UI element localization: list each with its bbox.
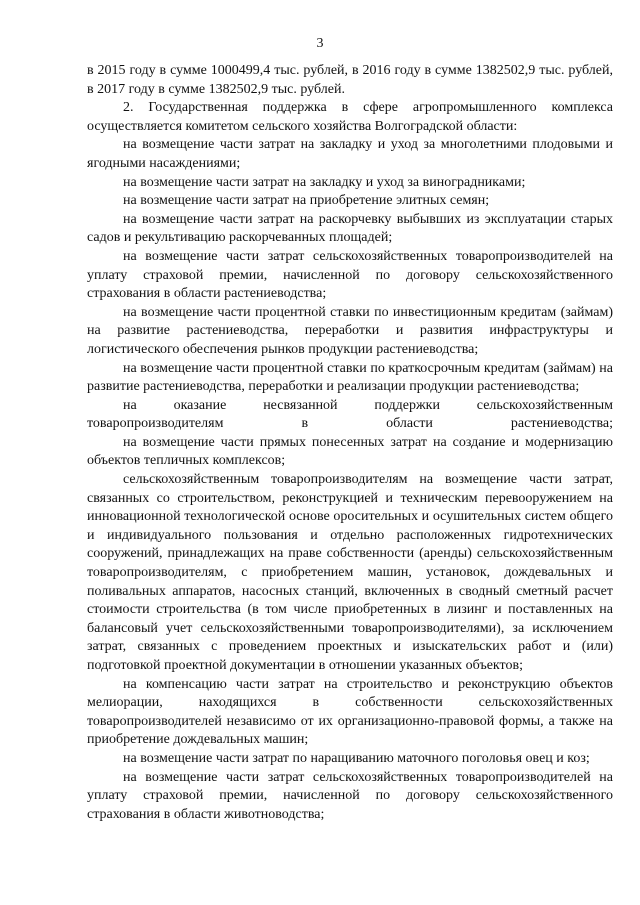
list-item-livestock-insurance: на возмещение части затрат сельскохозяйственных товаропроизводителей на уплату страховой премии, начисленной по договору сельскохозяйственного страхования в области животноводства; <box>87 769 613 822</box>
list-item-crop-insurance: на возмещение части затрат сельскохозяйственных товаропроизводителей на уплату страховой премии, начисленной по договору сельскохозяйственного страхования в области растениеводства; <box>87 248 613 302</box>
list-item-land-reclamation: на компенсацию части затрат на строительство и реконструкцию объектов мелиорации, находящихся в собственности сельскохозяйственных товаропроизводителей независимо от их организационно-правовой формы, а также на приобретение дождевальных машин; <box>87 676 613 748</box>
list-item-elite-seeds: на возмещение части затрат на приобретение элитных семян; <box>123 193 490 209</box>
list-item-irrigation-systems: сельскохозяйственным товаропроизводителям на возмещение части затрат, связанных со строительством, реконструкцией и техническим перевооружением на инновационной технологической основе оросительных и осушительных систем общего и индивидуального пользования и отдельно расположенных гидротехнических сооружений, принадлежащих на праве собственности (аренды) сельскохозяйственным товаропроизводителям, с приобретением машин, установок, дождевальных и поливальных аппаратов, насосных станций, включенных в сводный сметный расчет стоимости строительства (в том числе приобретенных в лизинг и поставленных на балансовый учет сельскохозяйственными товаропроизводителями), за исключением затрат, связанных с проведением проектных и изыскательских работ и (или) подготовкой проектной документации в отношении указанных объектов; <box>87 472 613 673</box>
list-item-greenhouse-complexes: на возмещение части прямых понесенных затрат на создание и модернизацию объектов тепличных комплексов; <box>87 434 613 469</box>
list-item-uprooting-gardens: на возмещение части затрат на раскорчевку выбывших из эксплуатации старых садов и рекультивацию раскорчеванных площадей; <box>87 211 613 246</box>
paragraph-funding-amounts: в 2015 году в сумме 1000499,4 тыс. рублей, в 2016 году в сумме 1382502,9 тыс. рублей, в 2017 году в сумме 1382502,9 тыс. рублей. <box>87 63 613 97</box>
page-number: 3 <box>316 36 324 51</box>
list-item-sheep-goats: на возмещение части затрат по наращиванию маточного поголовья овец и коз; <box>123 750 590 766</box>
list-item-orchards: на возмещение части затрат на закладку и уход за многолетними плодовыми и ягодными насаждениями; <box>87 137 613 171</box>
document-body <box>87 62 613 824</box>
list-item-unrelated-support: на оказание несвязанной поддержки сельскохозяйственным товаропроизводителям в области растениеводства; <box>87 397 613 432</box>
list-item-vineyards: на возмещение части затрат на закладку и уход за виноградниками; <box>123 174 526 190</box>
list-item-short-term-credit-rate: на возмещение части процентной ставки по краткосрочным кредитам (займам) на развитие растениеводства, переработки и реализации продукции растениеводства; <box>87 360 613 395</box>
list-item-investment-credit-rate: на возмещение части процентной ставки по инвестиционным кредитам (займам) на развитие растениеводства, переработки и развития инфраструктуры и логистического обеспечения рынков продукции растениеводства; <box>87 304 613 357</box>
paragraph-state-support-intro: 2. Государственная поддержка в сфере агропромышленного комплекса осуществляется комитетом сельского хозяйства Волгоградской области: <box>87 100 613 134</box>
